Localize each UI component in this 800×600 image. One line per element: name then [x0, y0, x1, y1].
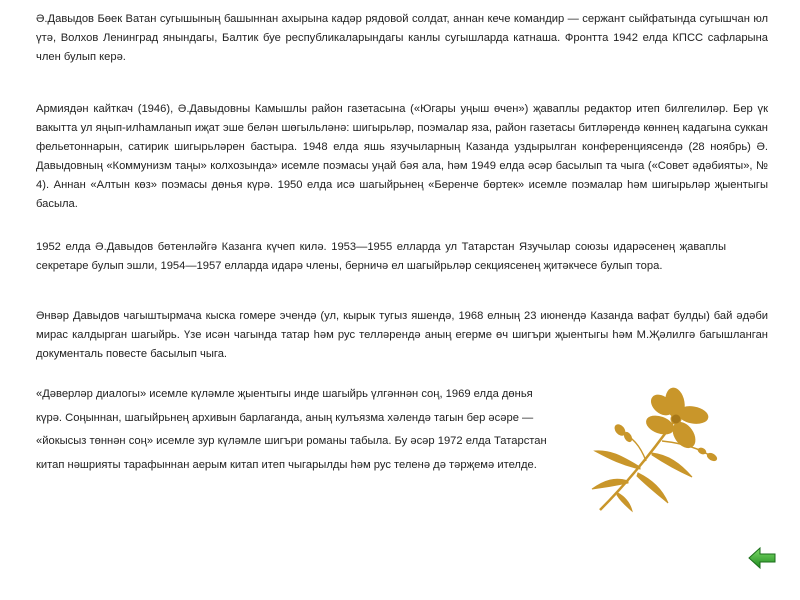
flower-icon [580, 385, 730, 515]
paragraph-war-service: Ә.Давыдов Бөек Ватан сугышының башыннан ахырына кадәр рядовой солдат, аннан кече командир — сержант сыйфатында сугышчан юл үтә, Волхов Ленинград янындагы, Балтик буе республикаларындагы канлы сугышларда катнаша. Фронтта 1942 елда КПСС сафларына член булып керә. [36, 13, 768, 63]
paragraph-kazan-move: 1952 елда Ә.Давыдов бөтенләйгә Казанга күчеп килә. 1953—1955 елларда ул Татарстан Язучылар союзы идарәсенең җаваплы секретаре булып эшли, 1954—1957 елларда идарә члены, берничә ел шагыйрьләр секциясенең җитәкчесе булып тора. [36, 241, 726, 272]
back-arrow-icon[interactable] [748, 546, 776, 570]
paragraph-legacy: Әнвәр Давыдов чагыштырмача кыска гомере эчендә (ул, кырык тугыз яшендә, 1968 елның 23 июнендә Казанда вафат булды) бай әдәби мирас калдырган шагыйрь. Үзе исән чагында татар һәм рус телләрендә аның егерме өч шигъри җыентыгы һәм М.Җәлилгә багышланган документаль повесте басылып чыга. [36, 310, 768, 360]
paragraph-posthumous: «Дәверләр диалогы» исемле күләмле җыентыгы инде шагыйрь үлгәннән соң, 1969 елда дөнья күрә. Соңыннан, шагыйрьнең архивын барлаганда, аның кулъязма хәлендә тагын бер әсәре — «йокысыз төннән соң» исемле зур күләмле шигъри романы табыла. Бу әсәр 1972 елда Татарстан китап нәшрияты тарафыннан аерым китап итеп чыгарылды һәм рус теленә дә тәрҗемә ителде. [36, 388, 547, 471]
paragraph-after-army: Армиядән кайткач (1946), Ә.Давыдовны Камышлы район газетасына («Югары уңыш өчен») җаваплы редактор итеп билгелиләр. Бер үк вакытта ул яңып-илһамланып иҗат эше белән шөгыльләнә: шигырьләр, поэмалар яза, район газетасы битләрендә көннең кадагына суккан фельетоннарын, сатирик шигырьләрен бастыра. 1948 елда яшь язучыларның Казанда уздырылган конференциясендә (28 ноябрь) Ә. Давыдовның «Коммунизм таңы» колхозында» исемле поэмасы уңай бәя ала, һәм 1949 елда әсәр басылып та чыга («Совет әдәбияты», № 4). Аннан «Алтын көз» поэмасы дөнья күрә. 1950 елда исә шагыйрьнең «Беренче бөртек» исемле поэмалар һәм шигырьләр җыентыгы басыла. [36, 103, 768, 210]
